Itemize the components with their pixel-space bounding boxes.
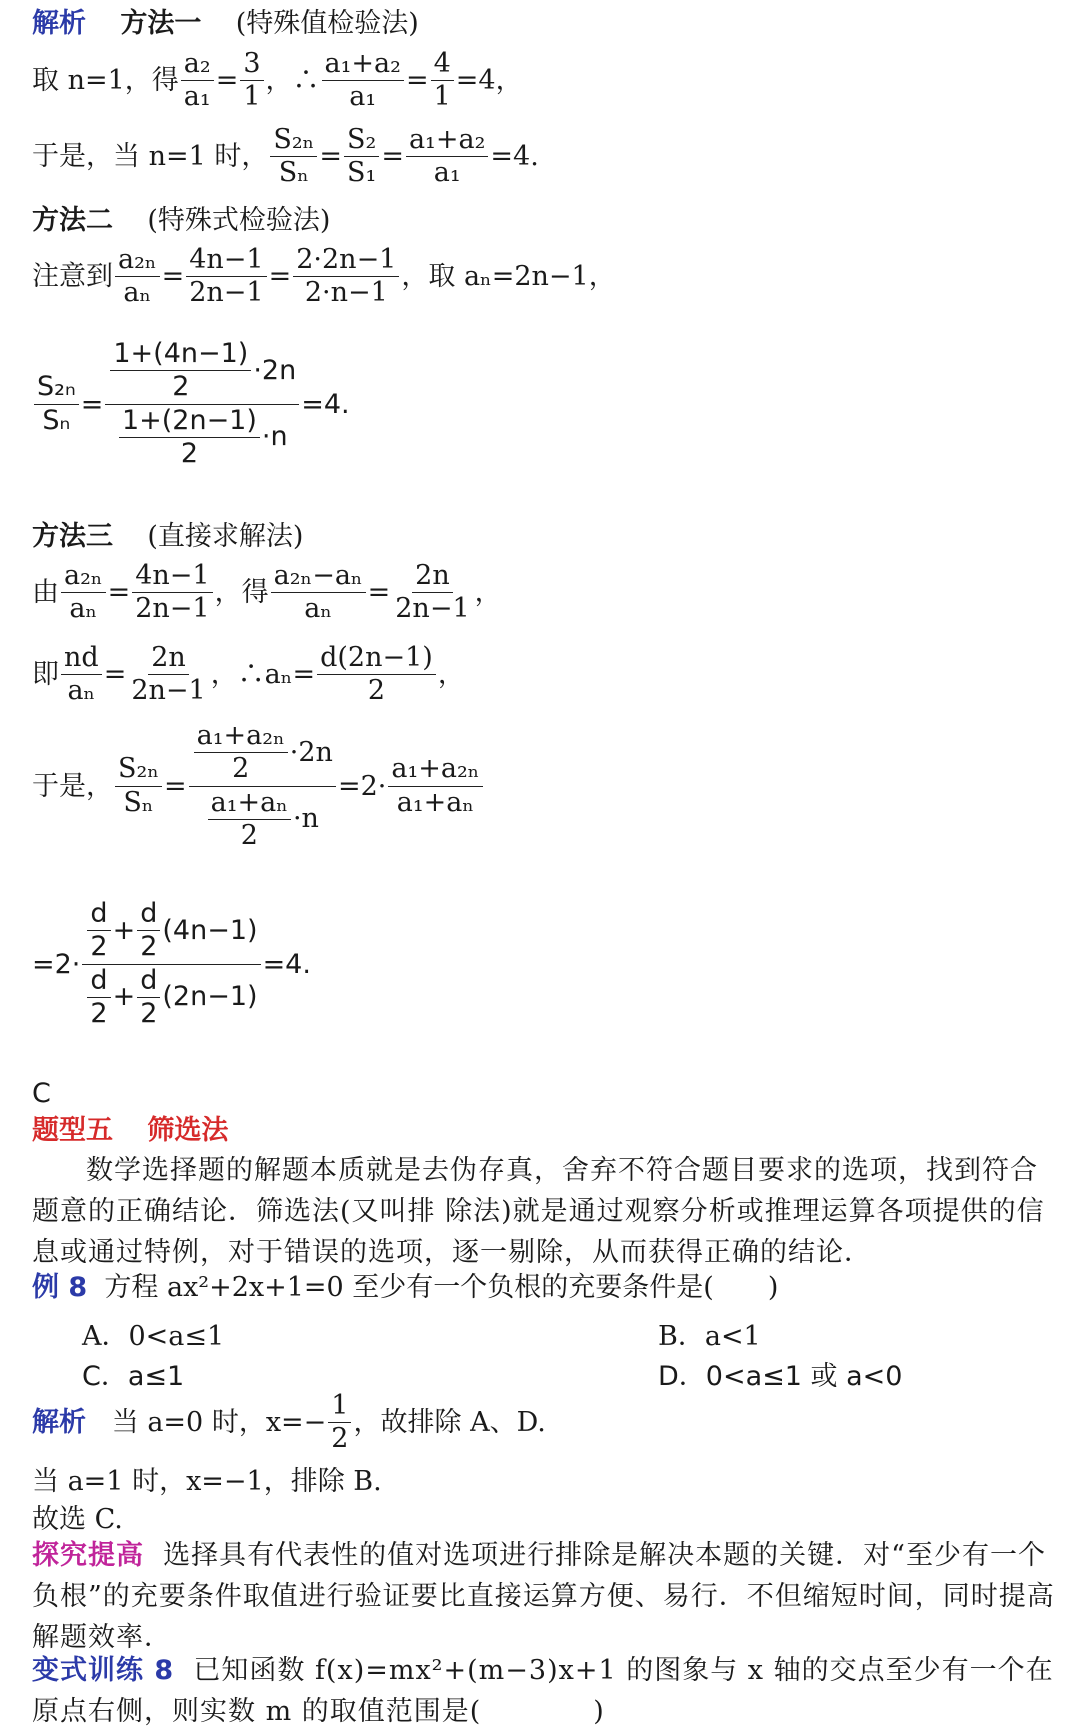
m1-line1-prefix: 取 n=1，得 [32,65,179,97]
m2-frac2-num: 4n−1 [186,246,266,277]
m3-block2-tail: =4. [262,948,311,980]
m3-line2 [32,644,465,706]
m2-frac1 [115,246,160,308]
m3-frac4-den: 2n−1 [395,593,470,625]
solution-label: 解析 [32,8,86,39]
m3b1-lhs-frac [115,755,162,817]
m3b2-tf2-den: 2 [140,931,158,963]
m1-frac1-num: a₂ [181,50,214,81]
m3b1-lhs-den: Sₙ [123,786,154,818]
m1-line2-prefix: 于是，当 n=1 时， [32,141,269,173]
m3-frac3-den: aₙ [304,593,332,625]
method2-title: 方法二 [32,205,113,236]
m1-frac3-den: a₁ [349,81,377,113]
m3-block1-prefix: 于是， [32,770,113,802]
m3b1-bot-num: a₁+aₙ [208,789,291,820]
m2-frac1-den: aₙ [123,277,152,309]
m2-line1-prefix: 注意到 [32,261,113,293]
m3-line2-prefix: 即 [32,659,59,691]
m3b2-big-num [82,900,260,965]
m2-block-eq: = [80,388,104,420]
m2-frac3-num: 2·2n−1 [293,246,399,277]
m3b2-tf1-num: d [87,900,110,931]
m3b1-mid: =2· [337,770,387,802]
example-solution-line3: 故选 C. [32,1504,123,1535]
m3b1-top-den: 2 [232,753,250,785]
m1-frac2 [240,50,263,112]
method2-heading [32,207,330,234]
m1l2-frac3-den: a₁ [433,157,461,189]
example-solution-line2: 当 a=1 时，x=−1，排除 B. [32,1466,382,1497]
m3-block1 [32,722,485,850]
m3-line1 [32,562,502,624]
m2-lhs-num: S₂ₙ [34,373,79,404]
m2-bot-mul: ·n [261,421,288,453]
m2-frac3 [293,246,399,308]
m2-big-frac [105,340,299,468]
m3b1-bot-frac [208,786,291,852]
m3b1-r-den: a₁+aₙ [396,786,475,818]
m3l2-frac2-num: 2n [148,644,189,675]
m3b1-bot-mul: ·n [292,803,319,835]
m3b1-r-frac [388,755,482,817]
explore-text: 选择具有代表性的值对选项进行排除是解决本题的关键．对“至少有一个负根”的充要条件取值进行验证要比直接运算方便、易行．不但缩短时间，同时提高解题效率． [32,1540,1055,1653]
option-b: B．a<1 [658,1321,761,1352]
m3-frac4-num: 2n [412,562,453,593]
m3-frac1-den: aₙ [69,593,98,625]
m1l2-frac1-num: S₂ₙ [270,126,317,157]
m3l2-frac3-num: d(2n−1) [317,644,436,675]
m1-eq1: = [215,65,239,97]
m3-frac1-num: a₂ₙ [61,562,106,593]
m3l2-eq1: = [103,659,127,691]
m2-lhs-den: Sₙ [42,404,71,436]
section-heading [32,1117,228,1144]
m3b2-tf2 [137,900,160,962]
m3-line2-mid: ，∴aₙ= [210,659,316,691]
m3-line1-tail: ， [474,577,502,609]
m1-frac1-den: a₁ [183,81,211,113]
m2-top-frac [110,340,251,402]
m3b2-bf2-num: d [137,967,160,998]
intro-paragraph: 数学选择题的解题本质就是去伪存真，舍弃不符合题目要求的选项，找到符合题意的正确结论．筛选法(又叫排 除法)就是通过观察分析或推理运算各项提供的信息或通过特例，对于错误的选项，逐一剔除，从而获得正确的结论． [32,1155,1045,1268]
m1-frac4-num: 4 [431,50,454,81]
m3b2-tf1 [87,900,110,962]
m3b2-top-plus: + [112,914,136,946]
m2-frac1-num: a₂ₙ [115,246,160,277]
m3l2-frac3-den: 2 [367,675,386,707]
example-solution-line1 [32,1392,546,1454]
variant-paragraph [32,1650,1062,1732]
m1-line1-mid: ，∴ [265,65,320,97]
m3b1-r-num: a₁+a₂ₙ [388,755,482,786]
m3b2-tf2-num: d [137,900,160,931]
m1l2-frac1 [270,126,317,188]
m2-big-num [105,340,299,405]
m2-block [32,340,350,468]
m1l2-frac2-num: S₂ [344,126,379,157]
m3-frac4 [392,562,472,624]
m1-frac2-num: 3 [240,50,263,81]
m2-frac3-den: 2·n−1 [304,277,388,309]
example-solution-label: 解析 [32,1407,86,1439]
m3l2-frac1-num: nd [61,644,102,675]
m2-line1 [32,246,616,308]
m1-line2 [32,126,539,188]
example-label: 例 8 [32,1272,88,1303]
m3b1-bot-den: 2 [240,820,258,852]
m3b2-bf2-den: 2 [140,998,158,1030]
m1-frac3 [322,50,404,112]
m1-line1 [32,50,523,112]
m1l2-eq1: = [319,141,342,173]
m3b1-lhs-num: S₂ₙ [115,755,162,786]
m3-block2-prefix: =2· [32,948,81,980]
variant-label: 变式训练 8 [32,1655,175,1686]
m2-top-den: 2 [172,371,190,403]
m3l2-frac1 [61,644,102,706]
m3-line1-prefix: 由 [32,577,59,609]
method1-heading [32,10,419,37]
method3-heading [32,523,303,550]
m3b1-top-num: a₁+a₂ₙ [194,722,288,753]
method1-title: 方法一 [120,8,202,39]
m2-big-den [114,405,291,469]
m3-frac3 [271,562,366,624]
m3l2-frac2 [128,644,208,706]
m1-frac3-num: a₁+a₂ [322,50,404,81]
ex-sol-post: ，故排除 A、D. [353,1407,546,1439]
method1-note: (特殊值检验法) [235,8,419,39]
m3b2-bf1 [87,964,110,1030]
m3b1-eq: = [164,770,187,802]
m3-frac2-num: 4n−1 [132,562,212,593]
option-c: C．a≤1 [82,1361,185,1392]
ex-sol-frac-num: 1 [328,1392,351,1423]
variant-text: 已知函数 f(x)=mx²+(m−3)x+1 的图象与 x 轴的交点至少有一个在原点右侧，则实数 m 的取值范围是( ) [32,1655,1054,1727]
m1l2-frac3-num: a₁+a₂ [406,126,488,157]
m2-eq2: = [268,261,292,293]
m3b2-bf1-den: 2 [90,998,108,1030]
m3b1-big-frac [189,722,336,850]
m3-line1-mid: ，得 [214,577,269,609]
m1-frac4 [431,50,454,112]
m2-top-mul: ·2n [253,354,297,386]
m3-eq2: = [367,577,391,609]
ex-sol-pre: 当 a=0 时，x=− [111,1407,327,1439]
method3-note: (直接求解法) [147,521,304,552]
m3-line2-tail: ， [437,659,465,691]
m3b2-big-den [82,965,260,1029]
m2-bot-num: 1+(2n−1) [119,407,260,438]
m1l2-frac2 [344,126,379,188]
m3b2-bf1-num: d [87,967,110,998]
m3b1-top-frac [194,722,288,784]
m3-eq1: = [107,577,131,609]
m2-eq1: = [161,261,185,293]
m2-block-tail: =4. [301,388,350,420]
m1-frac2-den: 1 [243,81,261,113]
m3b2-big-frac [82,900,260,1028]
m1-line1-tail: =4， [455,65,523,97]
m3b2-bot-plus: + [112,981,136,1013]
explore-label: 探究提高 [32,1540,144,1571]
method3-title: 方法三 [32,521,113,552]
m3l2-frac1-den: aₙ [67,675,96,707]
m3-frac2-den: 2n−1 [135,593,210,625]
m1l2-frac1-den: Sₙ [278,157,309,189]
m3-frac1 [61,562,106,624]
m3b2-bot-tail: (2n−1) [162,981,258,1013]
answer-letter: C [32,1078,51,1109]
explore-paragraph [32,1535,1062,1658]
m2-bot-den: 2 [180,438,199,470]
section-subtitle: 筛选法 [147,1115,229,1146]
ex-sol-frac-den: 2 [331,1423,349,1455]
m1l2-frac2-den: S₁ [347,157,377,189]
option-a: A．0<a≤1 [82,1321,225,1352]
m1-frac1 [181,50,214,112]
example-text: 方程 ax²+2x+1=0 至少有一个负根的充要条件是( ) [104,1272,779,1303]
m3-frac3-num: a₂ₙ−aₙ [271,562,366,593]
m2-bot-frac [119,404,260,470]
section-title: 题型五 [32,1115,113,1146]
m3l2-frac2-den: 2n−1 [131,675,206,707]
m3b2-tf1-den: 2 [90,931,108,963]
m2-frac2 [186,246,266,308]
m3b2-top-tail: (4n−1) [162,914,258,946]
m1l2-eq2: = [381,141,404,173]
method2-note: (特殊式检验法) [147,205,331,236]
m3b2-bf2 [137,964,160,1030]
m3b1-big-num [189,722,336,787]
m2-frac2-den: 2n−1 [189,277,264,309]
m3-frac2 [132,562,212,624]
m2-top-num: 1+(4n−1) [110,340,251,371]
option-d: D．0<a≤1 或 a<0 [658,1361,903,1392]
m1-line2-tail: =4. [490,141,539,173]
m2-lhs-frac [34,373,79,435]
m3b1-top-mul: ·2n [289,736,333,768]
m1l2-frac3 [406,126,488,188]
m1-frac4-den: 1 [433,81,451,113]
m3l2-frac3 [317,644,436,706]
m1-eq2: = [405,65,429,97]
example-line [32,1274,778,1301]
m3b1-big-den [203,787,322,851]
ex-sol-frac [328,1392,351,1454]
m3-block2 [32,900,311,1028]
m2-line1-tail: ，取 aₙ=2n−1， [401,261,616,293]
